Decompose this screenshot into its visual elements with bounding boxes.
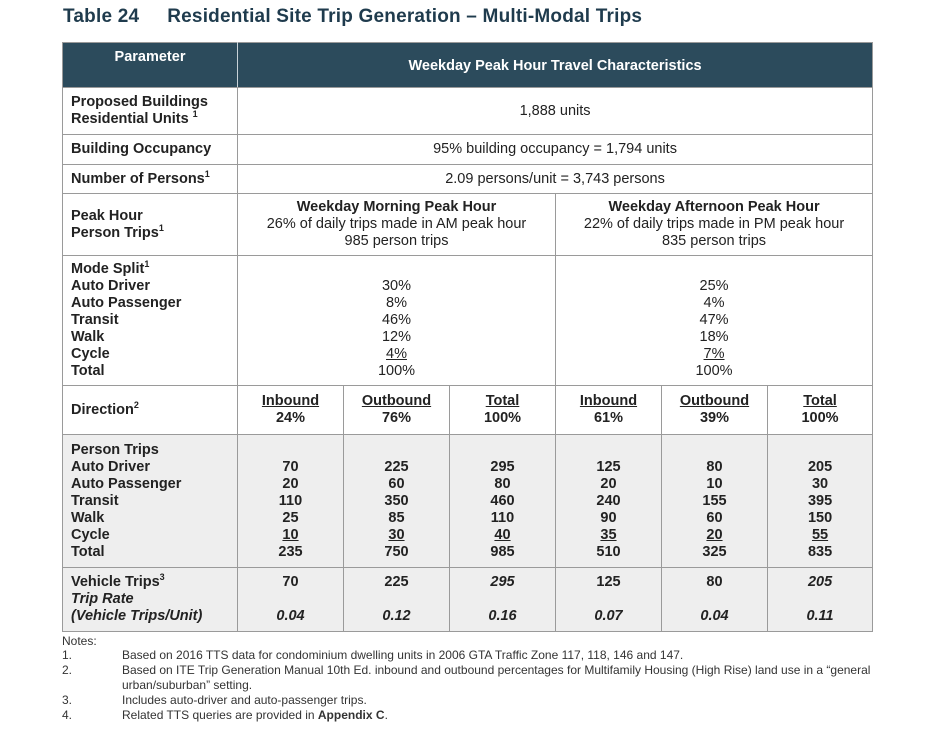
am-peak-trips: 985 person trips (344, 233, 449, 249)
mode-pct: 25% (699, 278, 729, 294)
notes-heading: Notes: (62, 634, 97, 648)
trip-value: 70 (282, 458, 299, 475)
note-text: Includes auto-driver and auto-passenger trips. (122, 693, 367, 707)
note-item (62, 708, 872, 723)
trip-value: 40 (494, 526, 511, 543)
trip-value: 60 (388, 475, 405, 492)
am-peak-cell (238, 194, 556, 256)
mode-pct: 46% (381, 312, 412, 328)
mode-pct: 8% (386, 295, 407, 311)
occupancy-row (63, 135, 873, 165)
vehicle-column (556, 568, 662, 632)
trip-value: 80 (494, 475, 511, 492)
table-title-text: Residential Site Trip Generation – Multi-Modal Trips (167, 6, 643, 27)
trip-total: 325 (702, 543, 727, 560)
trip-total: 235 (278, 543, 303, 560)
pm-peak-title: Weekday Afternoon Peak Hour (608, 199, 820, 215)
trip-value: 30 (811, 475, 829, 492)
trip-value: 30 (388, 526, 405, 543)
trip-value: 460 (490, 492, 515, 509)
person-trips-row (63, 435, 873, 568)
vehicle-column (344, 568, 450, 632)
trip-value: 295 (490, 458, 515, 475)
mode-label: Auto Driver (71, 458, 150, 475)
pm-peak-cell (556, 194, 873, 256)
direction-label (63, 386, 238, 435)
mode-pct: 4% (703, 295, 725, 311)
direction-cell (450, 386, 556, 435)
trip-value: 110 (278, 492, 303, 509)
trips-column (768, 435, 873, 568)
trip-rate-value: 0.04 (700, 608, 729, 624)
trip-total: 985 (490, 543, 515, 560)
proposed-label-line1: Proposed Buildings (71, 94, 208, 110)
note-item (62, 693, 872, 708)
trips-column (556, 435, 662, 568)
trip-value: 240 (596, 492, 621, 509)
direction-label-text: Direction (71, 401, 134, 418)
proposed-label (63, 88, 238, 135)
pm-mode-split (556, 256, 873, 386)
note-item (62, 648, 872, 663)
mode-pct-total: 100% (377, 363, 416, 379)
trip-total: 750 (384, 543, 409, 560)
persons-label (63, 165, 238, 194)
vehicle-trips-value: 295 (490, 574, 515, 590)
mode-label: Transit (71, 492, 119, 509)
direction-cell (662, 386, 768, 435)
direction-name: Outbound (679, 393, 750, 409)
trip-total: 510 (596, 543, 621, 560)
trip-value: 90 (600, 509, 617, 526)
am-peak-share: 26% of daily trips made in AM peak hour (266, 216, 527, 232)
vehicle-trips-title: Vehicle Trips (71, 574, 160, 590)
appendix-reference: Appendix C (317, 708, 385, 722)
mode-split-title: Mode Split (71, 261, 145, 277)
mode-label: Cycle (71, 526, 110, 543)
mode-pct: 30% (381, 278, 412, 294)
mode-label: Walk (71, 509, 105, 526)
mode-label: Cycle (71, 346, 110, 362)
characteristics-header: Weekday Peak Hour Travel Characteristics (238, 43, 873, 88)
direction-cell (238, 386, 344, 435)
note-text: Based on 2016 TTS data for condominium dwelling units in 2006 GTA Traffic Zone 117, 118, 146 and 147. (122, 648, 684, 662)
vehicle-column (238, 568, 344, 632)
footnote-ref: 1 (192, 109, 198, 120)
mode-label: Total (71, 363, 105, 379)
vehicle-trips-value: 225 (384, 574, 409, 590)
proposed-label-line2: Residential Units (71, 111, 189, 127)
direction-name: Total (485, 393, 520, 409)
direction-pct: 76% (381, 410, 412, 426)
footnote-ref: 2 (133, 399, 139, 410)
footnote-ref: 1 (158, 222, 164, 233)
trip-rate-value: 0.16 (488, 608, 517, 624)
trip-value: 205 (807, 458, 833, 475)
proposed-value: 1,888 units (238, 88, 873, 135)
footnote-ref: 1 (144, 259, 150, 270)
note-text-post: . (384, 708, 388, 722)
trip-value: 150 (807, 509, 833, 526)
mode-label: Auto Driver (71, 278, 150, 294)
mode-label: Auto Passenger (71, 295, 182, 311)
note-item (62, 663, 872, 693)
trip-value: 80 (706, 458, 723, 475)
note-number: 3. (62, 693, 73, 707)
note-number: 1. (62, 648, 73, 662)
direction-cell (768, 386, 873, 435)
direction-name: Outbound (361, 393, 432, 409)
occupancy-value: 95% building occupancy = 1,794 units (238, 135, 873, 165)
trip-generation-table (62, 42, 873, 632)
trip-value: 25 (282, 509, 299, 526)
trip-value: 10 (706, 475, 723, 492)
proposed-row (63, 88, 873, 135)
vehicle-trips-value: 80 (706, 574, 723, 590)
note-number: 2. (62, 663, 73, 677)
vehicle-trips-value: 70 (282, 574, 299, 590)
trip-value: 10 (282, 526, 299, 543)
trip-rate-unit-label: (Vehicle Trips/Unit) (71, 608, 203, 624)
note-number: 4. (62, 708, 73, 722)
persons-label-text: Number of Persons (71, 170, 205, 187)
direction-pct: 61% (593, 410, 624, 426)
footnote-ref: 1 (204, 168, 210, 179)
vehicle-trips-row (63, 568, 873, 632)
trip-rate-value: 0.07 (594, 608, 623, 624)
occupancy-label: Building Occupancy (63, 135, 238, 165)
trips-column (344, 435, 450, 568)
persons-row (63, 165, 873, 194)
trip-value: 125 (596, 458, 621, 475)
trip-total: 835 (807, 543, 833, 560)
person-trips-label (63, 435, 238, 568)
mode-label: Auto Passenger (71, 475, 182, 492)
persons-value: 2.09 persons/unit = 3,743 persons (238, 165, 873, 194)
pm-peak-trips: 835 person trips (662, 233, 767, 249)
peak-hour-label (63, 194, 238, 256)
trip-rate-value: 0.11 (806, 608, 834, 624)
mode-split-label (63, 256, 238, 386)
mode-pct: 12% (381, 329, 412, 345)
pm-peak-share: 22% of daily trips made in PM peak hour (583, 216, 845, 232)
notes-section (62, 634, 872, 723)
trip-value: 20 (600, 475, 617, 492)
trips-column (450, 435, 556, 568)
vehicle-trips-value: 205 (807, 574, 833, 590)
direction-row (63, 386, 873, 435)
direction-name: Inbound (261, 393, 320, 409)
mode-pct-total: 100% (695, 363, 733, 379)
mode-label: Walk (71, 329, 105, 345)
am-peak-title: Weekday Morning Peak Hour (296, 199, 497, 215)
vehicle-column (662, 568, 768, 632)
person-trips-title: Person Trips (71, 441, 159, 458)
vehicle-column (450, 568, 556, 632)
peak-hour-row (63, 194, 873, 256)
am-mode-split (238, 256, 556, 386)
note-text: Based on ITE Trip Generation Manual 10th Ed. inbound and outbound percentages for Multifamily Housing (High Rise) land use in a “general urban/suburban” setting. (122, 663, 871, 692)
table-title (63, 6, 642, 28)
trip-value: 350 (384, 492, 409, 509)
footnote-ref: 3 (159, 572, 165, 583)
direction-pct: 39% (699, 410, 730, 426)
trip-rate-value: 0.12 (382, 608, 411, 624)
mode-label: Transit (71, 312, 119, 328)
mode-pct: 47% (699, 312, 729, 328)
trip-value: 60 (706, 509, 723, 526)
trip-rate-value: 0.04 (276, 608, 305, 624)
header-row (63, 43, 873, 88)
trip-value: 395 (807, 492, 833, 509)
trip-value: 110 (490, 509, 515, 526)
trips-column (662, 435, 768, 568)
trip-value: 20 (282, 475, 299, 492)
note-text (122, 708, 872, 723)
direction-cell (344, 386, 450, 435)
trips-column (238, 435, 344, 568)
direction-pct: 100% (483, 410, 522, 426)
direction-name: Inbound (579, 393, 638, 409)
mode-label: Total (71, 543, 105, 560)
trip-value: 55 (811, 526, 829, 543)
mode-pct: 7% (703, 346, 725, 362)
peak-label-line1: Peak Hour (71, 207, 143, 224)
vehicle-trips-label (63, 568, 238, 632)
parameter-header: Parameter (63, 43, 238, 88)
trip-value: 85 (388, 509, 405, 526)
direction-pct: 100% (801, 410, 839, 426)
vehicle-column (768, 568, 873, 632)
direction-name: Total (803, 393, 837, 409)
trip-value: 225 (384, 458, 409, 475)
mode-pct: 4% (386, 346, 407, 362)
vehicle-trips-value: 125 (596, 574, 621, 590)
table-number: Table 24 (63, 6, 140, 27)
peak-label-line2: Person Trips (71, 224, 159, 241)
trip-value: 20 (706, 526, 723, 543)
trip-value: 155 (702, 492, 727, 509)
mode-split-row (63, 256, 873, 386)
mode-pct: 18% (699, 329, 729, 345)
direction-pct: 24% (275, 410, 306, 426)
trip-rate-label: Trip Rate (71, 591, 134, 607)
note-text-pre: Related TTS queries are provided in (122, 708, 318, 722)
trip-value: 35 (600, 526, 617, 543)
direction-cell (556, 386, 662, 435)
